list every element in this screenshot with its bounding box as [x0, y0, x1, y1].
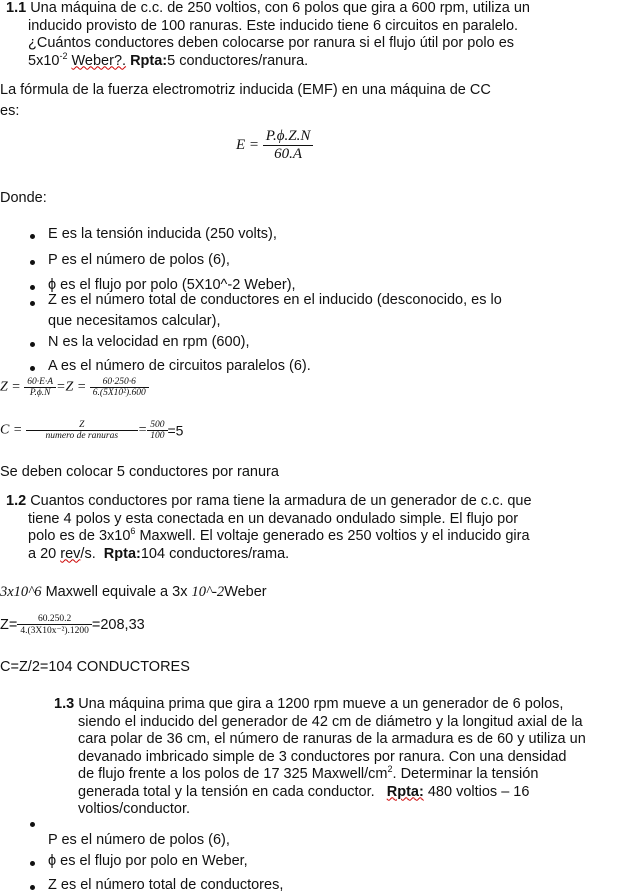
- list-item: P es el número de polos (6),: [48, 252, 230, 268]
- answer-value: 480 voltios – 16: [427, 783, 530, 800]
- equation-lhs: Z=: [0, 617, 18, 633]
- problem-line: [6, 511, 596, 529]
- bullet-icon: [30, 861, 35, 866]
- bullet-icon: [30, 285, 35, 290]
- fraction-denominator: P.ϕ.N: [24, 387, 56, 398]
- intro-text: [0, 80, 620, 122]
- problem-line: [6, 0, 596, 18]
- c-equation: [0, 420, 183, 441]
- list-item: N es la velocidad en rpm (600),: [48, 334, 250, 350]
- equivalence-value: 3x10^6: [0, 584, 42, 600]
- list-item: ϕ es el flujo por polo (5X10^-2 Weber),: [48, 277, 296, 293]
- equivalence-text: Maxwell equivale a 3x: [45, 584, 188, 600]
- equation-sign: =: [137, 422, 148, 438]
- problem-text: polo es de 3x10: [28, 528, 131, 544]
- problem-line: [6, 528, 596, 546]
- problem-line: [54, 801, 640, 819]
- equivalence-value: 10^-2: [191, 584, 225, 600]
- bullet-icon: [30, 260, 35, 265]
- equation-fraction: [24, 377, 56, 398]
- answer-label: Rpta:: [130, 52, 168, 69]
- problem-1-3: [54, 696, 640, 819]
- bullet-icon: [30, 234, 35, 239]
- problem-number: 1.1: [6, 0, 27, 16]
- problem-line: [6, 546, 596, 564]
- problem-line: [54, 731, 640, 749]
- equivalence-text: Weber: [224, 584, 267, 600]
- unit-equivalence: [0, 584, 267, 601]
- answer-value: 5 conductores/ranura.: [167, 52, 309, 69]
- problem-1-2: [6, 493, 596, 563]
- problem-text: ¿Cuántos conductores deben colocarse por ranura si el flujo útil por polo es: [28, 35, 515, 51]
- problem-text: Cuantos conductores por rama tiene la armadura de un generador de c.c. que: [30, 493, 532, 509]
- problem-line: [54, 714, 640, 732]
- problem-line: [6, 493, 596, 511]
- equation-fraction: [147, 420, 167, 441]
- list-item: E es la tensión inducida (250 volts),: [48, 226, 277, 242]
- list-item: A es el número de circuitos paralelos (6).: [48, 358, 311, 374]
- formula-fraction: [263, 128, 314, 163]
- problem-text: Una máquina de c.c. de 250 voltios, con 6 polos que gira a 600 rpm, utiliza un: [30, 0, 530, 16]
- list-item: Z es el número total de conductores,: [48, 877, 284, 893]
- problem-1-1: [6, 0, 596, 70]
- problem-text: rev: [60, 545, 81, 562]
- fraction-denominator: 100: [147, 430, 167, 441]
- problem-text: /s.: [80, 545, 96, 562]
- answer-value: 104 conductores/rama.: [140, 545, 290, 562]
- problem-line: [54, 766, 640, 784]
- fraction-numerator: 500: [150, 420, 165, 430]
- problem-line: [54, 696, 640, 714]
- emf-formula: [236, 128, 313, 163]
- fraction-numerator: Z: [79, 420, 85, 430]
- equation-result: =5: [167, 422, 184, 439]
- problem-number: 1.3: [54, 696, 75, 712]
- problem-text: Weber?.: [71, 52, 127, 69]
- answer-label: Rpta:: [386, 783, 424, 800]
- problem-text: de flujo frente a los polos de 17 325 Maxwell/cm: [78, 766, 388, 782]
- intro-line: es:: [0, 103, 20, 119]
- z-equation: [0, 377, 149, 398]
- problem-text: 5x10: [28, 52, 60, 69]
- bullet-icon: [30, 301, 35, 306]
- bullet-icon: [30, 366, 35, 371]
- equation-result: =208,33: [91, 617, 145, 633]
- equation-fraction: [90, 377, 149, 398]
- exponent: 2: [387, 764, 393, 775]
- equation-lhs: C =: [0, 422, 23, 438]
- list-item: P es el número de polos (6),: [48, 832, 230, 848]
- problem-text: Maxwell. El voltaje generado es 250 voltios y el inducido gira: [139, 528, 530, 544]
- problem-line: [6, 18, 596, 36]
- problem-text: . Determinar la tensión: [392, 766, 539, 782]
- problem-line: [6, 35, 596, 53]
- equation-lhs: Z =: [0, 379, 21, 395]
- bullet-icon: [30, 822, 35, 827]
- problem-text: cara polar de 36 cm, el número de ranuras de la armadura es de 60 y utiliza un: [78, 731, 586, 747]
- cz-result: C=Z/2=104 CONDUCTORES: [0, 659, 190, 675]
- problem-text: voltios/conductor.: [78, 801, 191, 817]
- problem-text: siendo el inducido del generador de 42 cm de diámetro y la longitud axial de la: [78, 713, 583, 730]
- z2-equation: [0, 614, 145, 636]
- equation-mid: =Z =: [56, 379, 87, 395]
- equation-fraction: [17, 614, 92, 636]
- problem-text: inducido provisto de 100 ranuras. Este inducido tiene 6 circuitos en paralelo.: [28, 17, 519, 34]
- problem-text: tiene 4 polos y esta conectada en un devanado ondulado simple. El flujo por: [28, 510, 519, 527]
- fraction-numerator: 60·250·6: [102, 377, 136, 387]
- list-item: Z es el número total de conductores en el inducido (desconocido, es lo: [48, 292, 502, 308]
- problem-text: devanado imbricado simple de 3 conductores por ranura. Con una densidad: [78, 748, 567, 765]
- fraction-numerator: 60·E·A: [27, 377, 54, 387]
- equation-fraction: [26, 420, 138, 441]
- fraction-denominator: 6.(5X10²).600: [90, 387, 149, 398]
- fraction-numerator: P.ϕ.Z.N: [265, 128, 311, 144]
- problem-line: [54, 784, 640, 802]
- intro-line: La fórmula de la fuerza electromotriz inducida (EMF) en una máquina de CC: [0, 82, 491, 98]
- formula-lhs: E =: [236, 137, 260, 153]
- problem-text: Una máquina prima que gira a 1200 rpm mueve a un generador de 6 polos,: [78, 696, 564, 712]
- conclusion-text: Se deben colocar 5 conductores por ranura: [0, 464, 279, 480]
- answer-label: Rpta:: [103, 545, 141, 562]
- fraction-denominator: 60.A: [263, 145, 314, 163]
- list-item: que necesitamos calcular),: [48, 313, 221, 329]
- fraction-denominator: numero de ranuras: [26, 430, 138, 441]
- problem-number: 1.2: [6, 493, 27, 509]
- exponent: -2: [59, 50, 68, 61]
- fraction-denominator: 4.(3X10x⁻²).1200: [17, 624, 92, 636]
- problem-text: generada total y la tensión en cada conductor.: [78, 783, 375, 800]
- problem-text: a 20: [28, 545, 57, 562]
- fraction-numerator: 60.250.2: [37, 614, 72, 624]
- bullet-icon: [30, 885, 35, 890]
- exponent: 6: [130, 526, 136, 537]
- donde-label: Donde:: [0, 190, 47, 206]
- list-item: ϕ es el flujo por polo en Weber,: [48, 853, 248, 869]
- problem-line: [54, 749, 640, 767]
- bullet-icon: [30, 342, 35, 347]
- problem-line: [6, 50, 596, 71]
